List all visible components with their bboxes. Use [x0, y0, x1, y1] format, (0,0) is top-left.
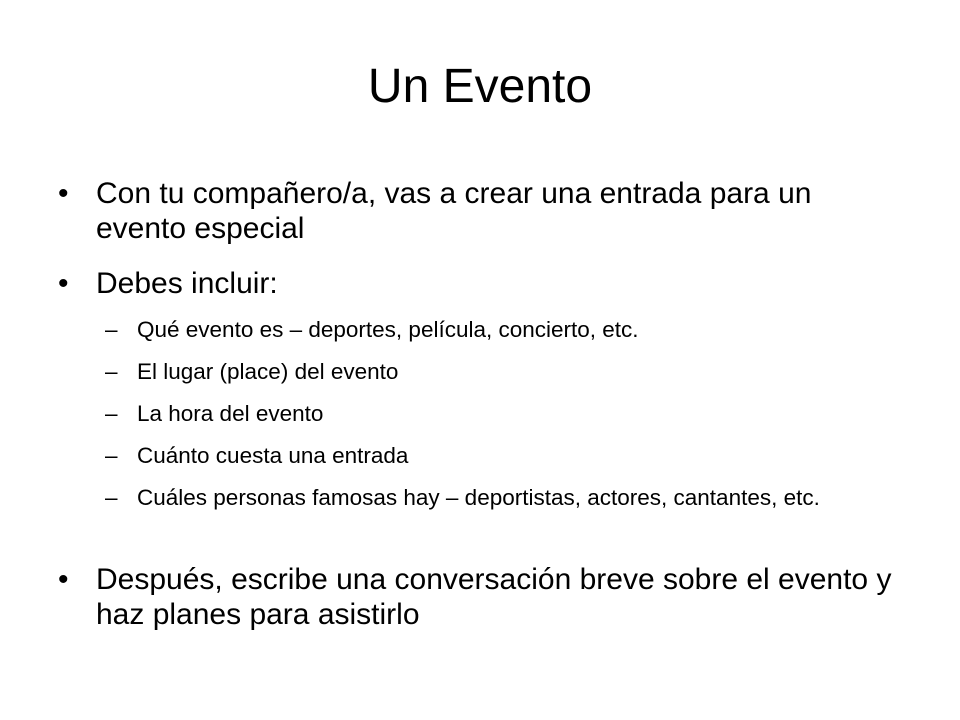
dash-glyph: –	[105, 359, 118, 384]
dash-glyph: –	[105, 443, 118, 468]
dash-glyph: –	[105, 485, 118, 510]
bullet-item	[58, 562, 908, 632]
sub-item-text: La hora del evento	[137, 401, 324, 426]
bullet-item	[58, 266, 908, 301]
sub-item-text: El lugar (place) del evento	[137, 359, 399, 384]
bullet-glyph: •	[58, 177, 69, 210]
sub-item-text: Qué evento es – deportes, película, concierto, etc.	[137, 317, 639, 342]
bullet-text: Con tu compañero/a, vas a crear una entrada para un evento especial	[96, 177, 812, 245]
bullet-glyph: •	[58, 267, 69, 300]
dash-glyph: –	[105, 317, 118, 342]
sub-item	[105, 485, 905, 511]
bullet-text: Debes incluir:	[96, 267, 278, 300]
sub-item	[105, 401, 905, 427]
dash-glyph: –	[105, 401, 118, 426]
sub-item-text: Cuánto cuesta una entrada	[137, 443, 409, 468]
slide-title: Un Evento	[367, 60, 593, 113]
sub-item	[105, 359, 905, 385]
sub-item	[105, 443, 905, 469]
sub-item-text: Cuáles personas famosas hay – deportistas, actores, cantantes, etc.	[137, 485, 820, 510]
bullet-text: Después, escribe una conversación breve sobre el evento y haz planes para asistirlo	[96, 563, 892, 631]
sub-item	[105, 317, 905, 343]
bullet-item	[58, 176, 908, 246]
bullet-glyph: •	[58, 563, 69, 596]
